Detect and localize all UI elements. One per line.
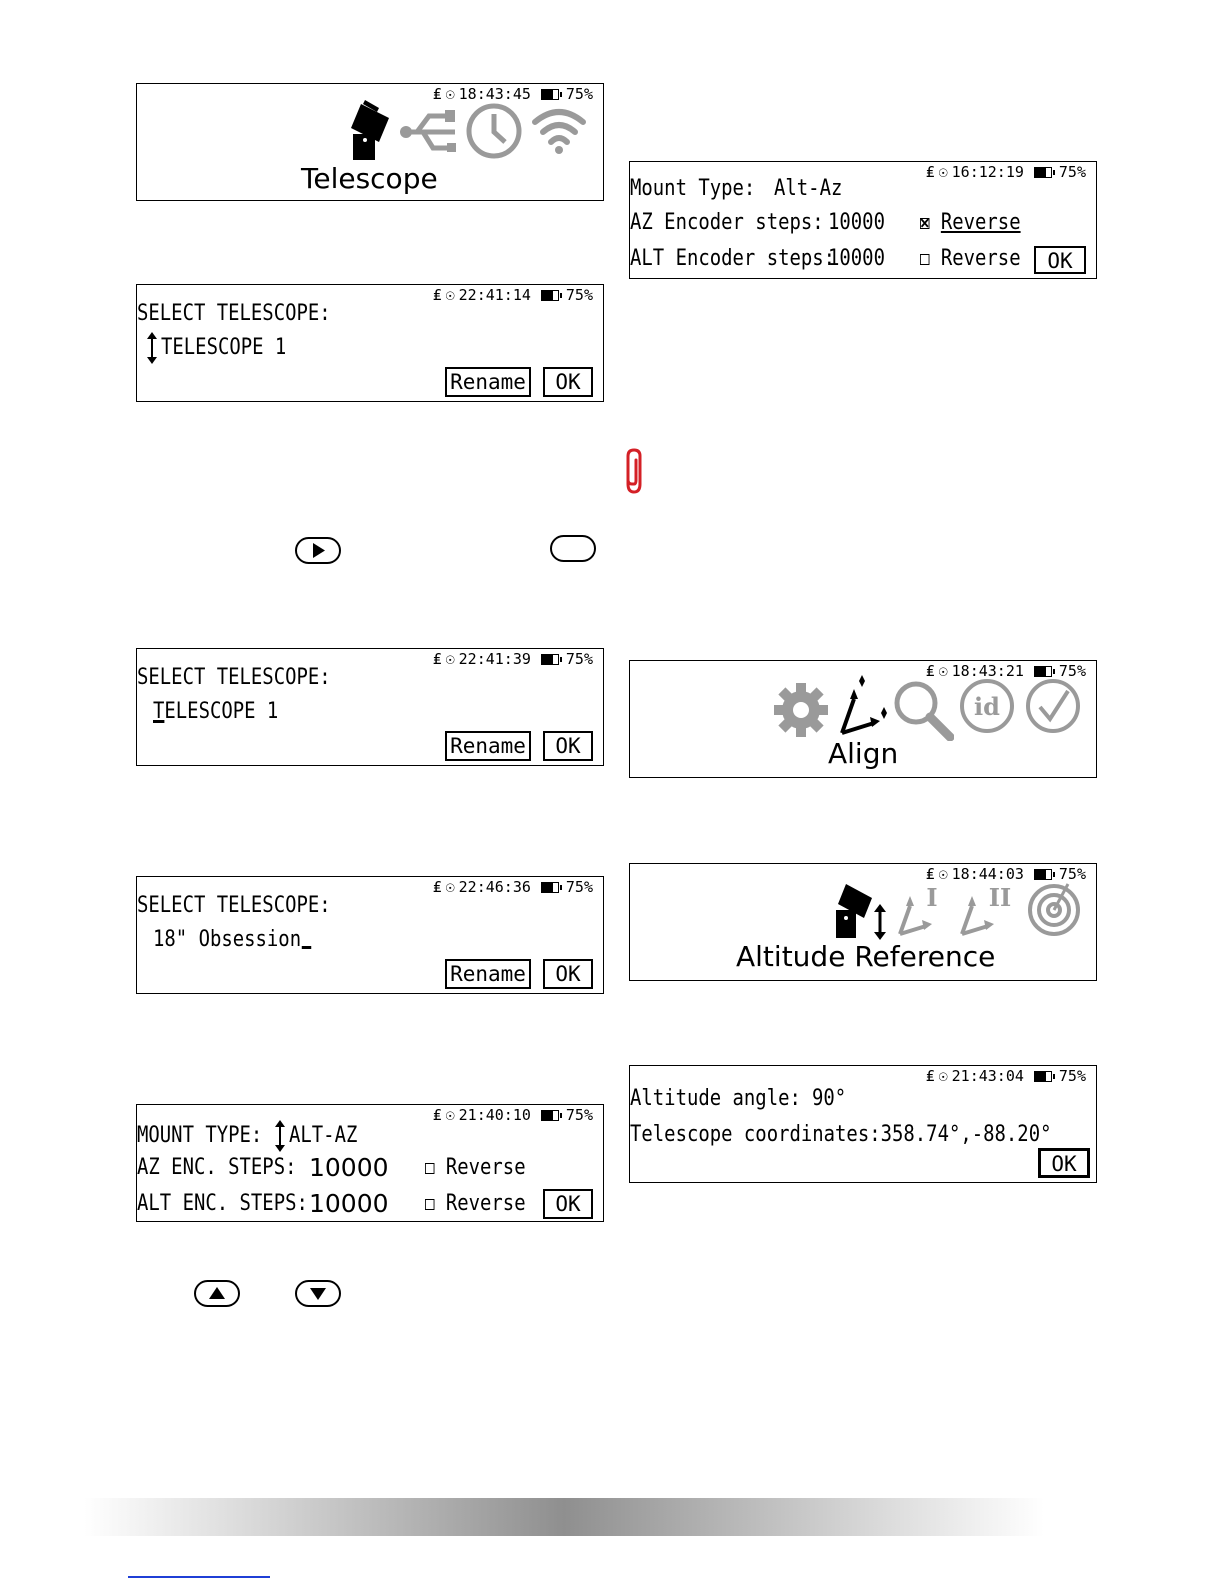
screen-heading: SELECT TELESCOPE: [137, 301, 331, 326]
select-telescope-screen [136, 284, 604, 402]
gear-icon[interactable] [772, 681, 830, 739]
status-bar [433, 285, 593, 305]
alt-reverse-option[interactable] [920, 246, 1021, 272]
alt-reverse-checkbox[interactable] [920, 254, 929, 265]
gps-icon: ☉ [938, 163, 948, 181]
filter-icon: ₤ [925, 1067, 935, 1085]
mount-settings-detail-screen [629, 161, 1097, 279]
coordinates-label: Telescope coordinates: [630, 1122, 881, 1147]
select-telescope-edit-screen [136, 648, 604, 766]
status-time: 18:43:45 [458, 85, 531, 103]
az-steps-value[interactable]: 10000 [828, 210, 885, 235]
search-icon[interactable] [892, 679, 954, 741]
alt-steps-value[interactable]: 10000 [828, 246, 885, 271]
telescope-name-rest: ELESCOPE 1 [164, 699, 279, 724]
paperclip-icon [620, 446, 648, 496]
telescope-name-input[interactable] [153, 699, 278, 725]
menu-label: Altitude Reference [736, 940, 996, 973]
up-key-icon [194, 1280, 240, 1307]
az-steps-label: AZ ENC. STEPS: [137, 1155, 297, 1180]
battery-icon [541, 882, 559, 893]
footer-gradient-bar [84, 1498, 1044, 1536]
battery-icon [1034, 167, 1052, 178]
battery-level: 75% [1058, 865, 1086, 883]
filter-icon: ₤ [432, 650, 442, 668]
az-reverse-option[interactable] [425, 1155, 526, 1181]
telescope-name-input[interactable] [153, 927, 311, 953]
battery-icon [541, 1110, 559, 1121]
rename-button[interactable]: Rename [445, 367, 531, 397]
ok-button[interactable]: OK [543, 1189, 593, 1219]
align-stars-icon[interactable] [834, 673, 890, 739]
rename-button[interactable]: Rename [445, 731, 531, 761]
filter-icon: ₤ [925, 163, 935, 181]
status-bar [433, 84, 593, 104]
az-steps-value[interactable]: 10000 [309, 1153, 389, 1182]
gps-icon: ☉ [938, 1067, 948, 1085]
blank-key-icon [550, 535, 596, 562]
battery-level: 75% [565, 878, 593, 896]
telescope-menu-screen [136, 83, 604, 201]
menu-label: Align [828, 737, 899, 770]
battery-level: 75% [565, 650, 593, 668]
status-time: 22:41:14 [458, 286, 531, 304]
status-time: 21:43:04 [951, 1067, 1024, 1085]
text-cursor [302, 946, 311, 949]
status-time: 16:12:19 [951, 163, 1024, 181]
cursor-character: T [153, 699, 165, 724]
ok-button[interactable]: OK [1034, 246, 1086, 274]
mount-type-value[interactable]: ALT-AZ [289, 1123, 358, 1148]
usb-icon[interactable] [399, 108, 461, 156]
gps-icon: ☉ [445, 1106, 455, 1124]
align-menu-screen [629, 660, 1097, 778]
altitude-reference-menu-screen [629, 863, 1097, 981]
filter-icon: ₤ [925, 662, 935, 680]
altitude-angle-screen [629, 1065, 1097, 1183]
gps-icon: ☉ [938, 865, 948, 883]
right-key-icon [295, 537, 341, 564]
down-key-icon [295, 1280, 341, 1307]
battery-icon [541, 290, 559, 301]
telescope-name[interactable]: TELESCOPE 1 [161, 335, 287, 360]
az-steps-label: AZ Encoder steps: [630, 210, 824, 235]
coordinates-value: 358.74°,-88.20° [880, 1122, 1052, 1147]
status-bar [433, 649, 593, 669]
check-circle-icon[interactable] [1024, 677, 1082, 735]
mount-type-label: MOUNT TYPE: [137, 1123, 263, 1148]
ok-button[interactable]: OK [543, 731, 593, 761]
filter-icon: ₤ [432, 1106, 442, 1124]
status-time: 18:44:03 [951, 865, 1024, 883]
battery-level: 75% [1058, 163, 1086, 181]
mount-settings-screen [136, 1104, 604, 1222]
up-down-arrow-icon [273, 1119, 287, 1153]
rename-button[interactable]: Rename [445, 959, 531, 989]
gps-icon: ☉ [445, 85, 455, 103]
filter-icon: ₤ [432, 286, 442, 304]
screen-heading: SELECT TELESCOPE: [137, 665, 331, 690]
alt-steps-value[interactable]: 10000 [309, 1189, 389, 1218]
az-reverse-option[interactable] [920, 210, 1021, 236]
reverse-label: Reverse [445, 1191, 526, 1216]
svg-text:I: I [926, 883, 938, 912]
battery-level: 75% [1058, 1067, 1086, 1085]
wifi-icon[interactable] [529, 106, 589, 156]
battery-level: 75% [565, 85, 593, 103]
battery-icon [1034, 1071, 1052, 1082]
alt-steps-label: ALT Encoder steps: [630, 246, 836, 271]
filter-icon: ₤ [925, 865, 935, 883]
svg-text:id: id [974, 692, 1000, 721]
id-icon[interactable] [958, 677, 1016, 735]
target-icon[interactable] [1024, 878, 1084, 938]
battery-icon [541, 89, 559, 100]
gps-icon: ☉ [445, 878, 455, 896]
status-time: 21:40:10 [458, 1106, 531, 1124]
status-time: 18:43:21 [951, 662, 1024, 680]
telescope-altitude-icon[interactable] [828, 878, 892, 942]
reverse-label: Reverse [940, 246, 1021, 271]
telescope-icon[interactable] [339, 100, 395, 162]
status-time: 22:46:36 [458, 878, 531, 896]
telescope-name: 18" Obsession [153, 927, 302, 952]
battery-level: 75% [1058, 662, 1086, 680]
mount-type-value[interactable]: Alt-Az [774, 176, 843, 201]
status-bar [433, 1105, 593, 1125]
screen-heading: SELECT TELESCOPE: [137, 893, 331, 918]
gps-icon: ☉ [938, 662, 948, 680]
footer-link-underline [128, 1576, 270, 1578]
alt-steps-label: ALT ENC. STEPS: [137, 1191, 308, 1216]
status-bar [433, 877, 593, 897]
alt-reverse-checkbox[interactable] [425, 1199, 434, 1210]
mount-type-label: Mount Type: [630, 176, 756, 201]
menu-label: Telescope [301, 162, 438, 195]
align-one-icon[interactable] [894, 882, 946, 938]
battery-icon [1034, 666, 1052, 677]
gps-icon: ☉ [445, 286, 455, 304]
gps-icon: ☉ [445, 650, 455, 668]
status-bar [926, 1066, 1086, 1086]
filter-icon: ₤ [432, 878, 442, 896]
reverse-label: Reverse [445, 1155, 526, 1180]
select-telescope-renamed-screen [136, 876, 604, 994]
altitude-angle-label: Altitude angle: [630, 1086, 801, 1111]
battery-icon [541, 654, 559, 665]
ok-button[interactable]: OK [543, 367, 593, 397]
status-bar [926, 162, 1086, 182]
status-time: 22:41:39 [458, 650, 531, 668]
up-down-arrow-icon [145, 331, 159, 365]
svg-text:II: II [988, 883, 1012, 912]
altitude-angle-value[interactable]: 90° [812, 1086, 847, 1111]
telescope-coordinates [630, 1122, 1051, 1148]
reverse-label: Reverse [940, 210, 1021, 235]
alt-reverse-option[interactable] [425, 1191, 526, 1217]
az-reverse-checkbox[interactable] [920, 218, 929, 229]
clock-icon[interactable] [465, 102, 523, 160]
filter-icon: ₤ [432, 85, 442, 103]
battery-level: 75% [565, 1106, 593, 1124]
ok-button[interactable]: OK [1038, 1148, 1090, 1178]
ok-button[interactable]: OK [543, 959, 593, 989]
align-two-icon[interactable] [956, 882, 1016, 938]
az-reverse-checkbox[interactable] [425, 1163, 434, 1174]
battery-level: 75% [565, 286, 593, 304]
